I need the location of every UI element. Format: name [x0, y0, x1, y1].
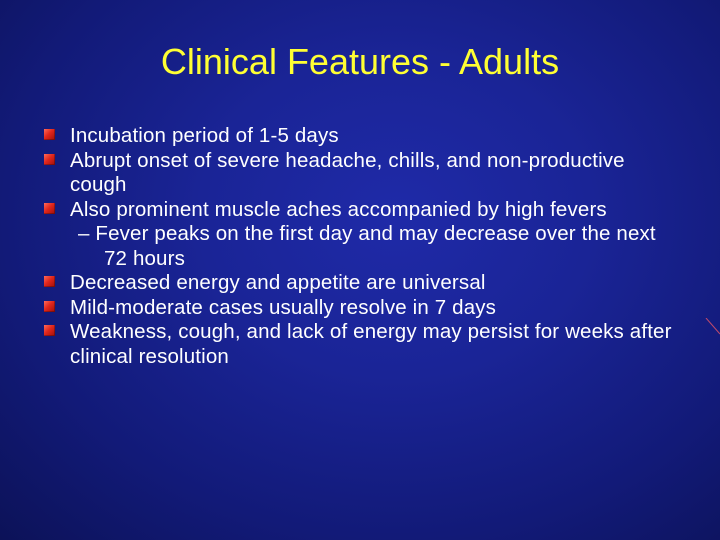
bullet-item: [44, 271, 684, 296]
bullet-list: [44, 124, 684, 369]
bullet-marker-icon: [44, 129, 55, 140]
bullet-text: Incubation period of 1-5 days: [70, 124, 339, 147]
decorative-line: [700, 318, 720, 338]
bullet-item: [44, 124, 684, 149]
bullet-text: Also prominent muscle aches accompanied by high fevers: [70, 197, 607, 221]
bullet-marker-icon: [44, 203, 55, 214]
bullet-marker-icon: [44, 325, 55, 336]
bullet-marker-icon: [44, 276, 55, 287]
bullet-item: [44, 296, 684, 321]
bullet-text: Decreased energy and appetite are universal: [70, 271, 486, 294]
bullet-marker-icon: [44, 301, 55, 312]
bullet-marker-icon: [44, 154, 55, 165]
bullet-item: [44, 149, 684, 198]
sub-bullet-item: [44, 222, 684, 271]
bullet-text: Weakness, cough, and lack of energy may persist for weeks after clinical resolution: [70, 320, 672, 368]
bullet-item: [44, 198, 684, 223]
bullet-item: [44, 320, 684, 369]
bullet-text: Mild-moderate cases usually resolve in 7 days: [70, 295, 497, 319]
sub-bullet-text: – Fever peaks on the first day and may decrease over the next 72 hours: [78, 222, 656, 270]
bullet-text: Abrupt onset of severe headache, chills, and non-productive cough: [70, 148, 625, 196]
slide-title: Clinical Features - Adults: [160, 41, 560, 82]
